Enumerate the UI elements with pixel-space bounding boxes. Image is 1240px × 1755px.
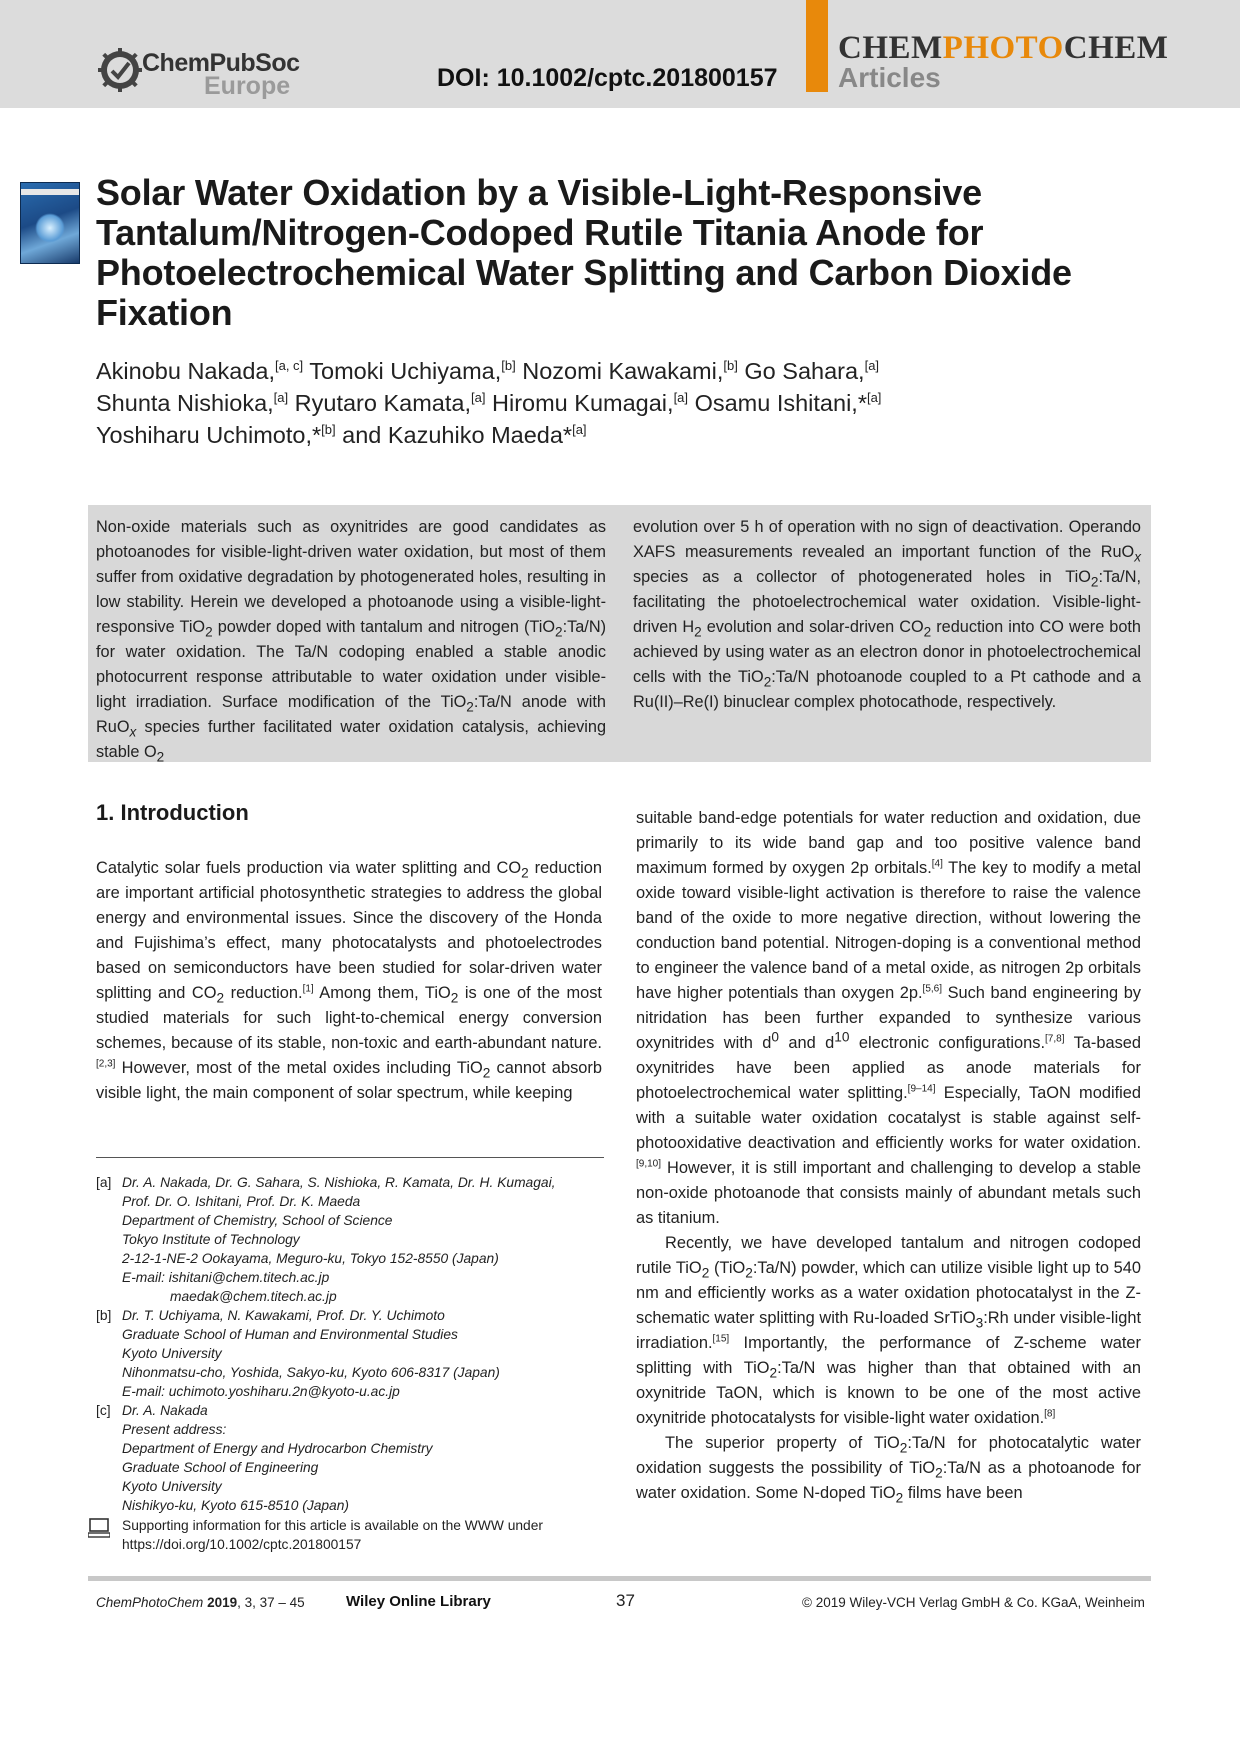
footer-year: 2019	[207, 1595, 238, 1610]
author-affiliation: [a]	[572, 422, 587, 438]
author-affiliation: [a]	[471, 390, 486, 406]
supporting-information-link[interactable]: https://doi.org/10.1002/cptc.201800157	[122, 1537, 362, 1552]
footnote-line: Nihonmatsu-cho, Yoshida, Sakyo-ku, Kyoto 606-8317 (Japan)	[122, 1365, 500, 1380]
footnote-b	[96, 1306, 606, 1401]
footer-divider	[88, 1576, 1151, 1581]
footer-volume-pages: , 3, 37 – 45	[237, 1595, 305, 1610]
author-name: Osamu Ishitani,*	[694, 390, 867, 416]
journal-name-part1: CHEM	[838, 30, 943, 66]
author-affiliation: [a]	[673, 390, 689, 406]
author-affiliation: [b]	[501, 358, 516, 374]
author-affiliation: [a]	[866, 390, 882, 406]
author-affiliation: [a]	[864, 358, 880, 374]
doi: DOI: 10.1002/cptc.201800157	[437, 64, 778, 92]
footnote-c	[96, 1401, 606, 1515]
abstract-column-left: Non-oxide materials such as oxynitrides are good candidates as photoanodes for visible-light-driven water oxidation, but most of them suffer from oxidative degradation by photogenerated holes, resulting in low stability. Herein we developed a photoanode using a visible-light-responsive TiO$_2$ powder doped with tantalum and nitrogen (TiO$_2$:Ta/N) for water oxidation. The Ta/N codoping enabled a stable anodic photocurrent response attributable to water oxidation under visible-light irradiation. Surface modification of the TiO$_2$:Ta/N anode with RuO$_x$ species further facilitated water oxidation catalysis, achieving stable $O_2$	[96, 518, 606, 765]
journal-name-part2: PHOTO	[942, 30, 1064, 66]
footnote-email[interactable]: E-mail: ishitani@chem.titech.ac.jp	[122, 1270, 330, 1285]
footnote-divider	[96, 1157, 604, 1158]
journal-name-part3: CHEM	[1063, 30, 1169, 66]
author-name: Yoshiharu Uchimoto,*	[96, 422, 322, 448]
author-name: Go Sahara,	[744, 358, 865, 384]
journal-cover-thumbnail	[20, 182, 80, 264]
author-name: Tomoki Uchiyama,	[309, 358, 502, 384]
footnote-line: Prof. Dr. O. Ishitani, Prof. Dr. K. Maeda	[122, 1194, 361, 1209]
footnote-line: 2-12-1-NE-2 Ookayama, Meguro-ku, Tokyo 152-8550 (Japan)	[122, 1251, 499, 1266]
author-list	[96, 355, 1096, 451]
footnote-line: Graduate School of Engineering	[122, 1460, 319, 1475]
footnote-line: Dr. A. Nakada, Dr. G. Sahara, S. Nishioka, R. Kamata, Dr. H. Kumagai,	[122, 1175, 556, 1190]
footnote-key: [a]	[96, 1175, 112, 1190]
affiliation-footnotes	[96, 1173, 606, 1515]
footnote-line: Tokyo Institute of Technology	[122, 1232, 300, 1247]
cover-title-band	[21, 189, 79, 195]
logo-region: Europe	[204, 72, 291, 100]
right-column-text	[636, 806, 1141, 1506]
author-affiliation: [a, c]	[274, 358, 304, 374]
section-heading-introduction: 1. Introduction	[96, 800, 249, 825]
footnote-line: Nishikyo-ku, Kyoto 615-8510 (Japan)	[122, 1498, 350, 1513]
footnote-line: Present address:	[122, 1422, 227, 1437]
journal-accent-bar	[806, 0, 828, 92]
computer-icon	[88, 1518, 110, 1538]
footnote-line: Dr. T. Uchiyama, N. Kawakami, Prof. Dr. Y. Uchimoto	[122, 1308, 445, 1323]
footnote-line: Graduate School of Human and Environmental Studies	[122, 1327, 458, 1342]
footnote-line: Dr. A. Nakada	[122, 1403, 208, 1418]
footnote-line: Department of Energy and Hydrocarbon Chemistry	[122, 1441, 433, 1456]
cover-artwork	[35, 213, 65, 243]
abstract	[88, 505, 1151, 765]
section-label: Articles	[838, 62, 941, 93]
footer-journal-name: ChemPhotoChem	[96, 1595, 204, 1610]
author-affiliation: [b]	[321, 422, 336, 438]
footnote-line: Department of Chemistry, School of Science	[122, 1213, 393, 1228]
page-header	[0, 0, 1240, 108]
author-name: Shunta Nishioka,	[96, 390, 274, 416]
footer-copyright: © 2019 Wiley-VCH Verlag GmbH & Co. KGaA, Weinheim	[802, 1595, 1145, 1610]
footnote-line: Kyoto University	[122, 1346, 222, 1361]
chempubsoc-gear-icon	[98, 48, 142, 92]
author-name: Nozomi Kawakami,	[522, 358, 724, 384]
page-number: 37	[616, 1591, 635, 1610]
footnote-email[interactable]: E-mail: uchimoto.yoshiharu.2n@kyoto-u.ac.jp	[122, 1384, 400, 1399]
footnote-key: [c]	[96, 1403, 111, 1418]
chempubsoc-logo	[98, 48, 300, 100]
supporting-information-note	[96, 1516, 602, 1554]
footnote-key: [b]	[96, 1308, 112, 1323]
author-name: Ryutaro Kamata,	[294, 390, 472, 416]
author-affiliation: [a]	[273, 390, 289, 406]
introduction-paragraph-3: The superior property of TiO$_2$:Ta/N for photocatalytic water oxidation suggests the possibility of TiO$_2$:Ta/N as a photoanode for water oxidation. Some N-doped TiO$_2$ films have been	[636, 1434, 1141, 1506]
article-title: Solar Water Oxidation by a Visible-Light-Responsive Tantalum/Nitrogen-Codoped Rutile Titania Anode for Photoelectrochemical Water Splitting and Carbon Dioxide Fixation	[96, 172, 1072, 333]
introduction-paragraph-2: Recently, we have developed tantalum and nitrogen codoped rutile TiO$_2$ (TiO$_2$:Ta/N) powder, which can utilize visible light up to 540 nm and efficiently works as a water oxidation photocatalyst in the Z-schematic water splitting with Ru-loaded SrTiO$_3$:Rh under visible-light irradiation.[15] Importantly, the performance of Z-scheme water splitting with TiO$_2$:Ta/N was higher than that obtained with an oxynitride TaON, which is known to be one of the most active oxynitride photocatalysts for visible-light water oxidation.[8]	[636, 1234, 1142, 1427]
footnote-a	[96, 1173, 606, 1306]
author-affiliation: [b]	[723, 358, 738, 374]
footnote-email[interactable]: maedak@chem.titech.ac.jp	[170, 1289, 337, 1304]
introduction-paragraph-1-continued: suitable band-edge potentials for water reduction and oxidation, due primarily to its wide band gap and too positive valence band maximum formed by oxygen 2p orbitals.[4] The key to modify a metal oxide toward visible-light activation is therefore to raise the valence band of the oxide to more negative direction, without lowering the conduction band potential. Nitrogen-doping is a conventional method to engineer the valence band of a metal oxide, as nitrogen 2p orbitals have higher potentials than oxygen 2p.[5,6] Such band engineering by nitridation has been further expanded to synthesize various oxynitrides with $d^0$ and $d^{10}$ electronic configurations.[7,8] Ta-based oxynitrides have been applied as anode materials for photoelectrochemical water splitting.[9–14] Especially, TaON modified with a suitable water oxidation cocatalyst is stable against self-photooxidative deactivation and efficiently works for water oxidation.[9,10] However, it is still important and challenging to develop a stable non-oxide photoanode that consists mainly of abundant metals such as titanium.	[636, 809, 1142, 1227]
introduction-paragraph-1: Catalytic solar fuels production via water splitting and $CO_2$ reduction are important artificial photosynthetic strategies to address the global energy and environmental issues. Since the discovery of the Honda and Fujishima’s effect, many photocatalysts and photoelectrodes based on semiconductors have been studied for solar-driven water splitting and $CO_2$ reduction.[1] Among them, TiO$_2$ is one of the most studied materials for such light-to-chemical energy conversion schemes, because of its stable, non-toxic and earth-abundant nature.[2,3] However, most of the metal oxides including TiO$_2$ cannot absorb visible light, the main component of solar spectrum, while keeping	[96, 859, 603, 1102]
author-name: Akinobu Nakada,	[96, 358, 275, 384]
footnote-line: Kyoto University	[122, 1479, 222, 1494]
footer-wiley-online-library[interactable]: Wiley Online Library	[346, 1593, 491, 1610]
logo-name: ChemPubSoc	[142, 49, 300, 77]
author-name: and Kazuhiko Maeda*	[342, 422, 573, 448]
abstract-column-right: evolution over 5 h of operation with no sign of deactivation. Operando XAFS measurements revealed an important function of the RuO$_x$ species as a collector of photogenerated holes in TiO$_2$:Ta/N, facilitating the photoelectrochemical water oxidation. Visible-light-driven $H_2$ evolution and solar-driven $CO_2$ reduction into CO were both achieved by using water as an electron donor in photoelectrochemical cells with the TiO$_2$:Ta/N photoanode coupled to a Pt cathode and a Ru(II)–Re(I) binuclear complex photocathode, respectively.	[633, 518, 1141, 711]
author-name: Hiromu Kumagai,	[492, 390, 674, 416]
footer-citation	[96, 1595, 305, 1610]
supporting-information-text: Supporting information for this article is available on the WWW under	[122, 1518, 543, 1533]
